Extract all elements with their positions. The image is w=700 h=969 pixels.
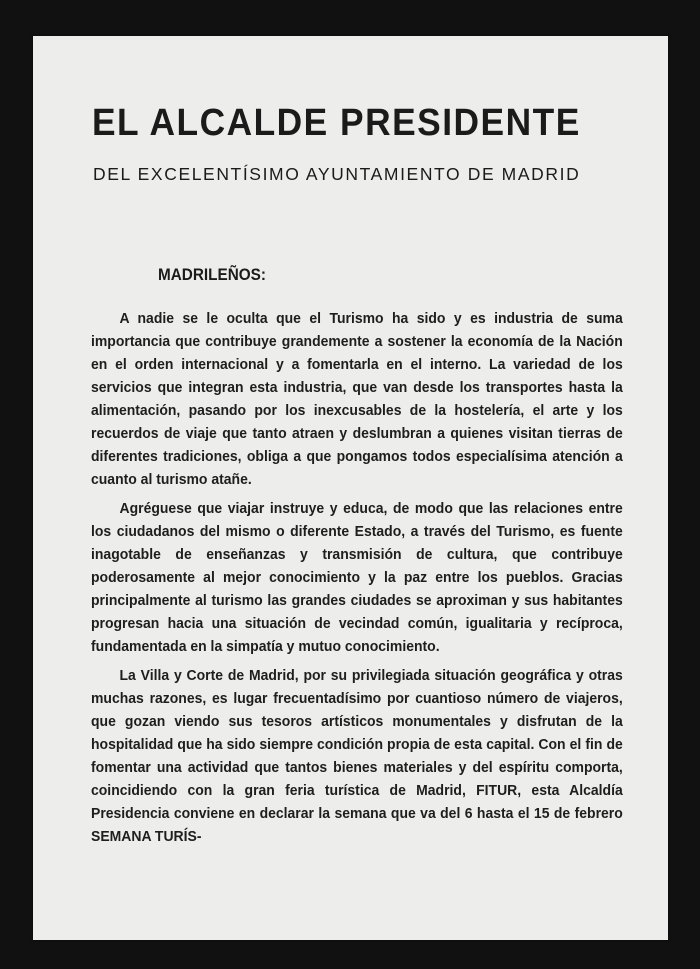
paragraph-2: Agréguese que viajar instruye y educa, de modo que las relaciones entre los ciudadanos del mismo o diferente Estado, a través del Turismo, es fuente inagotable de enseñanzas y transmisión de cultura, que contribuye poderosamente al mejor conocimiento y la paz entre los pueblos. Gracias principalmente al turismo las grandes ciudades se aproximan y sus habitantes progresan hacia una situación de vecindad común, igualitaria y recíproca, fundamentada en la simpatía y mutuo conocimiento.: [91, 500, 623, 655]
salutation: MADRILEÑOS:: [158, 265, 266, 284]
paragraph-1: A nadie se le oculta que el Turismo ha sido y es industria de suma importancia que contribuye grandemente a sostener la economía de la Nación en el orden internacional y a fomentarla en el interno. La variedad de los servicios que integran esta industria, que van desde los transportes hasta la alimentación, pasando por los inexcusables de la hostelería, el arte y los recuerdos de viaje que tanto atraen y deslumbran a quienes visitan tierras de diferentes tradiciones, obliga a que pongamos todos especialísima atención a cuanto al turismo atañe.: [91, 310, 623, 488]
document-page: [33, 36, 668, 940]
paragraph-3: La Villa y Corte de Madrid, por su privilegiada situación geográfica y otras muchas razones, es lugar frecuentadísimo por cuantioso número de viajeros, que gozan viendo sus tesoros artísticos monumentales y disfrutan de la hospitalidad que ha sido siempre condición propia de esta capital. Con el fin de fomentar una actividad que tantos bienes materiales y del espíritu comporta, coincidiendo con la gran feria turística de Madrid, FITUR, esta Alcaldía Presidencia conviene en declarar la semana que va del 6 hasta el 15 de febrero SEMANA TURÍS-: [91, 667, 623, 845]
document-title: EL ALCALDE PRESIDENTE: [92, 102, 581, 144]
document-subtitle: DEL EXCELENTÍSIMO AYUNTAMIENTO DE MADRID: [93, 164, 581, 184]
document-body: [91, 307, 623, 854]
